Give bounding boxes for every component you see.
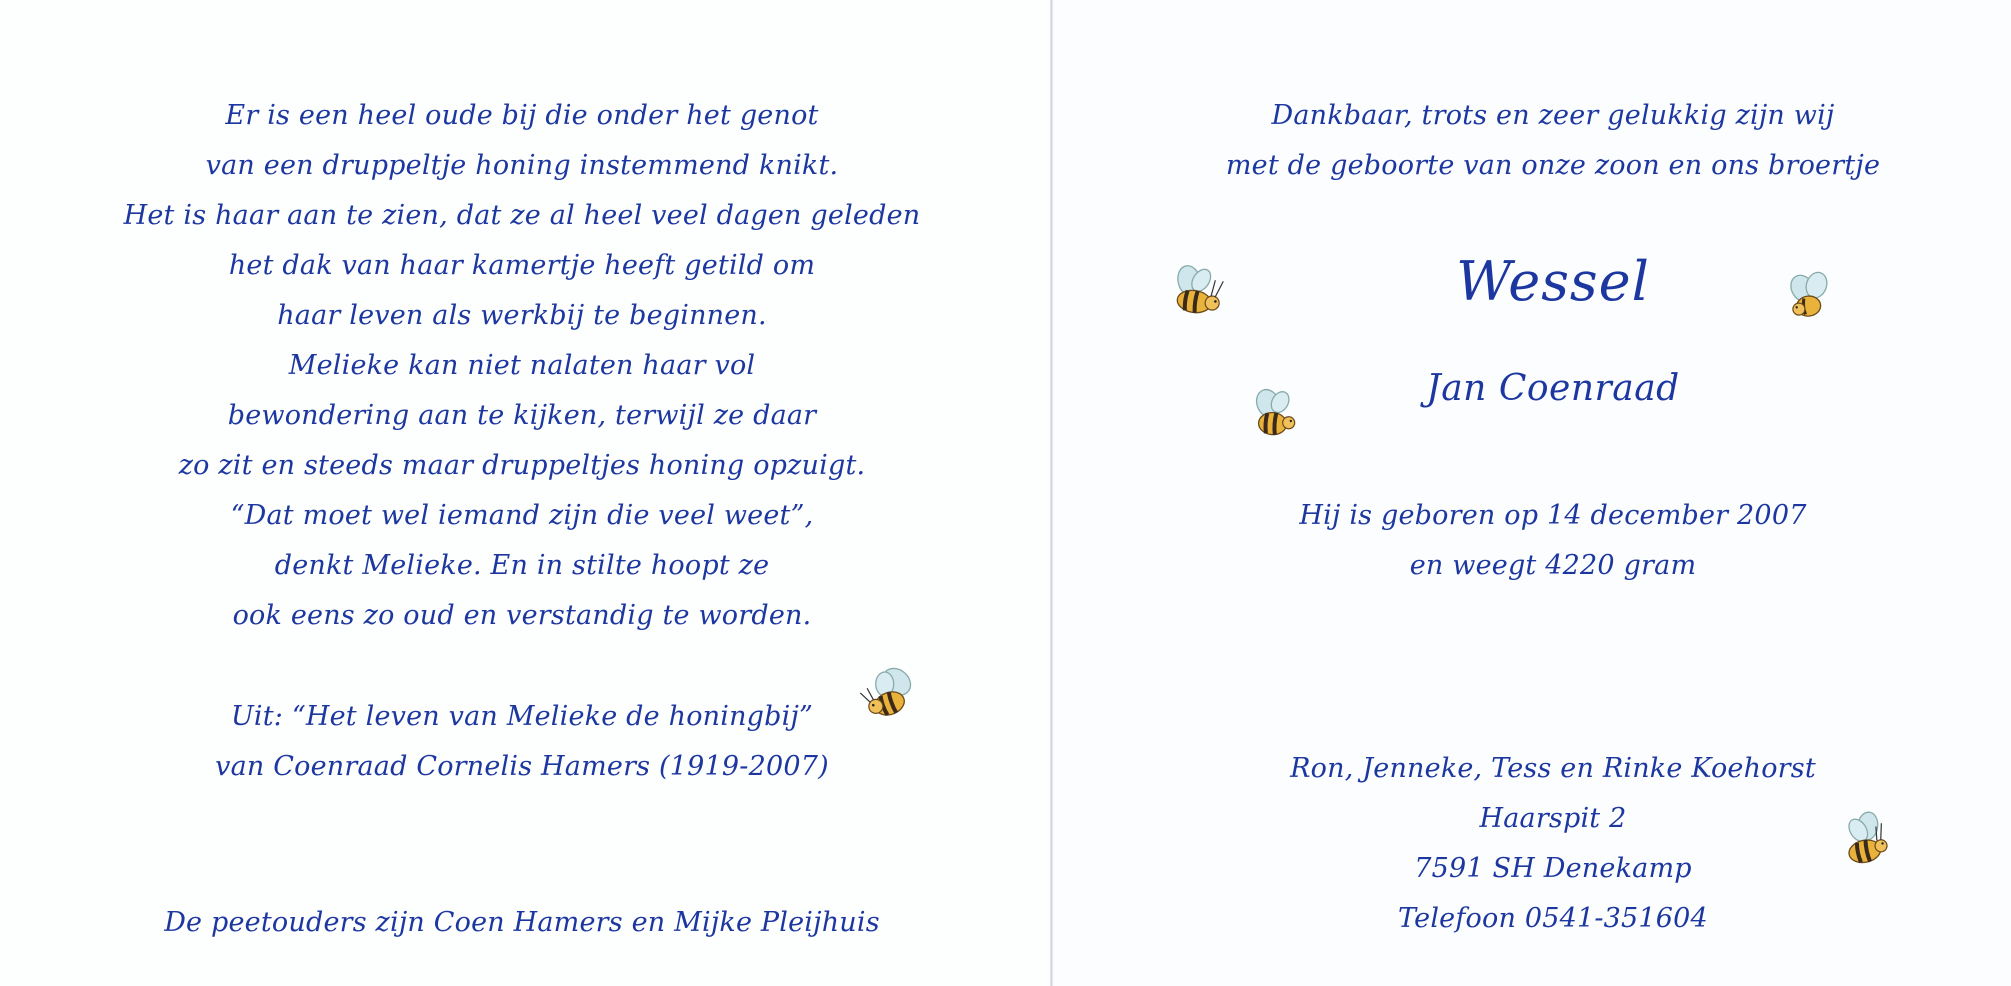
- birth-weight-line: en weegt 4220 gram: [1409, 550, 1697, 581]
- poem-line: zo zit en steeds maar druppeltjes honing opzuigt.: [178, 450, 866, 481]
- bee-icon: [1159, 261, 1237, 330]
- street-address-line: Haarspit 2: [1479, 803, 1627, 834]
- poem-line: ook eens zo oud en verstandig te worden.: [232, 600, 812, 631]
- family-names-line: Ron, Jenneke, Tess en Rinke Koehorst: [1290, 753, 1816, 784]
- godparents-line: De peetouders zijn Coen Hamers en Mijke Pleijhuis: [164, 907, 880, 938]
- poem-source-line: Uit: “Het leven van Melieke de honingbij”: [230, 701, 814, 732]
- baby-first-name: Wessel: [1456, 250, 1650, 313]
- bee-icon: [1830, 805, 1911, 878]
- bee-icon: [1771, 267, 1847, 334]
- right-page: [1053, 0, 2011, 986]
- poem-source-line: van Coenraad Cornelis Hamers (1919-2007): [215, 751, 829, 782]
- poem-line: bewondering aan te kijken, terwijl ze daar: [227, 400, 817, 431]
- poem-line: van een druppeltje honing instemmend knikt.: [205, 150, 839, 181]
- poem-line: Het is haar aan te zien, dat ze al heel veel dagen geleden: [123, 200, 921, 231]
- poem-line: “Dat moet wel iemand zijn die veel weet”,: [230, 500, 814, 531]
- poem-line: het dak van haar kamertje heeft getild om: [228, 250, 816, 281]
- postal-city-line: 7591 SH Denekamp: [1414, 853, 1692, 884]
- intro-line: met de geboorte van onze zoon en ons broertje: [1225, 150, 1881, 181]
- poem-line: Er is een heel oude bij die onder het genot: [225, 100, 819, 131]
- baby-middle-names: Jan Coenraad: [1426, 368, 1680, 409]
- bee-icon: [850, 658, 936, 738]
- birth-date-line: Hij is geboren op 14 december 2007: [1299, 500, 1807, 531]
- poem-line: haar leven als werkbij te beginnen.: [277, 300, 767, 331]
- intro-line: Dankbaar, trots en zeer gelukkig zijn wij: [1271, 100, 1835, 131]
- poem-line: Melieke kan niet nalaten haar vol: [288, 350, 756, 381]
- phone-line: Telefoon 0541-351604: [1398, 903, 1708, 934]
- bee-icon: [1241, 386, 1315, 451]
- poem-line: denkt Melieke. En in stilte hoopt ze: [274, 550, 770, 581]
